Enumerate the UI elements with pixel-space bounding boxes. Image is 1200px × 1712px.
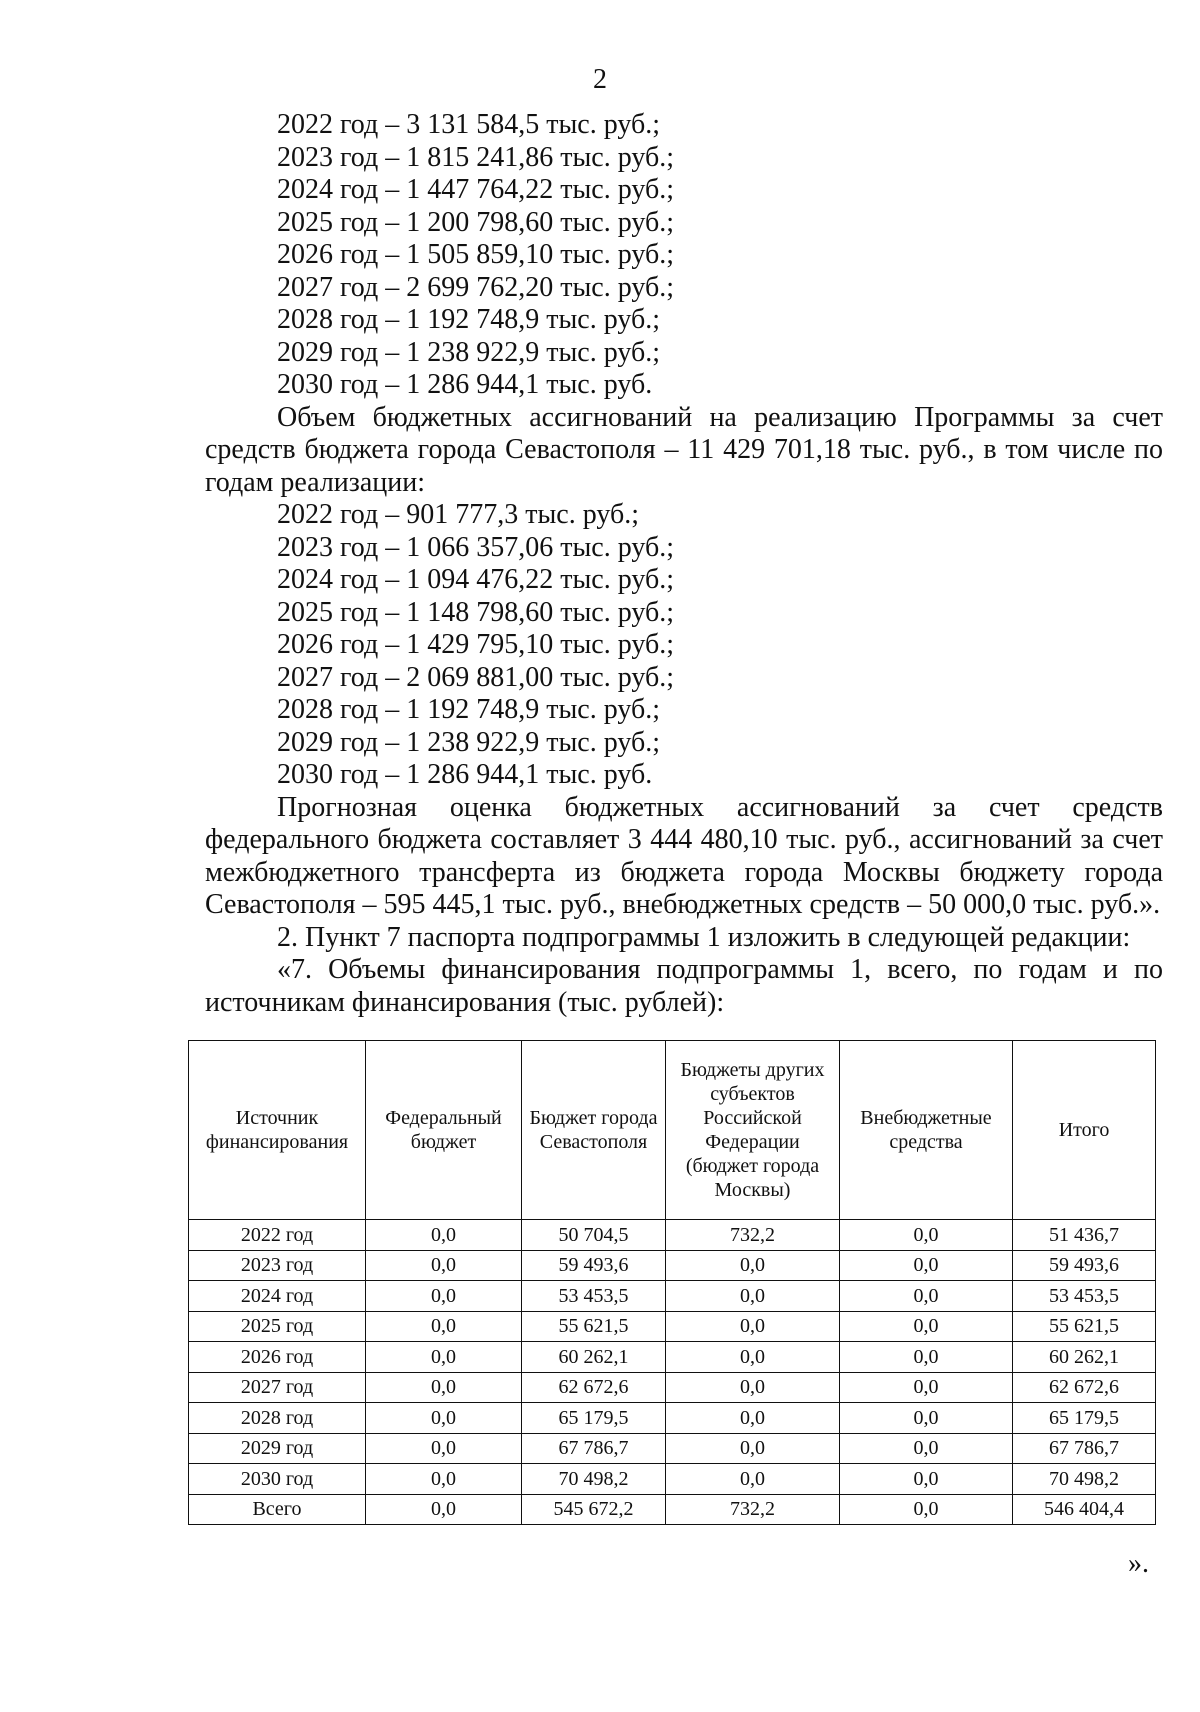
cell-total: 53 453,5 xyxy=(1013,1281,1156,1312)
cell-federal: 0,0 xyxy=(366,1372,522,1403)
cell-total: 55 621,5 xyxy=(1013,1311,1156,1342)
year-line: 2022 год – 3 131 584,5 тыс. руб.; xyxy=(277,109,660,140)
cell-other-subjects: 732,2 xyxy=(666,1494,840,1525)
cell-other-subjects: 0,0 xyxy=(666,1311,840,1342)
table-row xyxy=(189,1403,1156,1434)
year-line: 2024 год – 1 094 476,22 тыс. руб.; xyxy=(277,564,674,595)
cell-sevastopol: 50 704,5 xyxy=(522,1220,666,1251)
year-line: 2026 год – 1 505 859,10 тыс. руб.; xyxy=(277,239,674,270)
year-line: 2030 год – 1 286 944,1 тыс. руб. xyxy=(277,369,653,400)
cell-other-subjects: 732,2 xyxy=(666,1220,840,1251)
cell-extrabudgetary: 0,0 xyxy=(840,1250,1013,1281)
cell-extrabudgetary: 0,0 xyxy=(840,1464,1013,1495)
header-sevastopol: Бюджет города Севастополя xyxy=(522,1041,666,1220)
cell-sevastopol: 55 621,5 xyxy=(522,1311,666,1342)
header-total: Итого xyxy=(1013,1041,1156,1220)
year-line: 2023 год – 1 815 241,86 тыс. руб.; xyxy=(277,141,674,173)
header-source: Источник финансирования xyxy=(189,1041,366,1220)
cell-total: 59 493,6 xyxy=(1013,1250,1156,1281)
table-row xyxy=(189,1250,1156,1281)
cell-total: 60 262,1 xyxy=(1013,1342,1156,1373)
page-number: 2 xyxy=(593,64,607,95)
financing-table-container xyxy=(188,1040,1155,1525)
cell-other-subjects: 0,0 xyxy=(666,1281,840,1312)
cell-total: 65 179,5 xyxy=(1013,1403,1156,1434)
cell-total: 70 498,2 xyxy=(1013,1464,1156,1495)
table-row xyxy=(189,1281,1156,1312)
header-other-subjects: Бюджеты других субъектов Российской Федерации (бюджет города Москвы) xyxy=(666,1041,840,1220)
year-line: 2022 год – 901 777,3 тыс. руб.; xyxy=(277,499,639,530)
cell-extrabudgetary: 0,0 xyxy=(840,1311,1013,1342)
cell-extrabudgetary: 0,0 xyxy=(840,1433,1013,1464)
cell-federal: 0,0 xyxy=(366,1403,522,1434)
table-row xyxy=(189,1464,1156,1495)
year-line: 2024 год – 1 447 764,22 тыс. руб.; xyxy=(277,174,674,205)
year-line: 2027 год – 2 069 881,00 тыс. руб.; xyxy=(277,661,674,693)
cell-sevastopol: 65 179,5 xyxy=(522,1403,666,1434)
year-line: 2028 год – 1 192 748,9 тыс. руб.; xyxy=(277,694,660,725)
financing-table xyxy=(188,1040,1156,1525)
cell-other-subjects: 0,0 xyxy=(666,1403,840,1434)
cell-other-subjects: 0,0 xyxy=(666,1250,840,1281)
cell-extrabudgetary: 0,0 xyxy=(840,1494,1013,1525)
cell-other-subjects: 0,0 xyxy=(666,1372,840,1403)
year-line: 2027 год – 2 699 762,20 тыс. руб.; xyxy=(277,271,674,303)
forecast-paragraph: Прогнозная оценка бюджетных ассигнований за счет средств федерального бюджета составляет 3 444 480,10 тыс. руб., ассигнований за счет межбюджетного трансферта из бюджета города Москвы бюджету города Севастополя – 595 445,1 тыс. руб., внебюджетных средств – 50 000,0 тыс. руб.». xyxy=(205,791,1163,920)
cell-sevastopol: 60 262,1 xyxy=(522,1342,666,1373)
cell-sevastopol: 545 672,2 xyxy=(522,1494,666,1525)
table-row xyxy=(189,1342,1156,1373)
cell-federal: 0,0 xyxy=(366,1250,522,1281)
cell-year: 2030 год xyxy=(189,1464,366,1495)
cell-sevastopol: 53 453,5 xyxy=(522,1281,666,1312)
cell-total: 62 672,6 xyxy=(1013,1372,1156,1403)
cell-extrabudgetary: 0,0 xyxy=(840,1372,1013,1403)
cell-federal: 0,0 xyxy=(366,1342,522,1373)
cell-sevastopol: 67 786,7 xyxy=(522,1433,666,1464)
cell-other-subjects: 0,0 xyxy=(666,1342,840,1373)
cell-sevastopol: 70 498,2 xyxy=(522,1464,666,1495)
cell-extrabudgetary: 0,0 xyxy=(840,1220,1013,1251)
point2-paragraph: 2. Пункт 7 паспорта подпрограммы 1 изложить в следующей редакции: xyxy=(277,921,1131,953)
section1-year-list xyxy=(205,109,1163,402)
year-line: 2023 год – 1 066 357,06 тыс. руб.; xyxy=(277,531,674,563)
cell-total: 51 436,7 xyxy=(1013,1220,1156,1251)
section2-year-list xyxy=(205,499,1163,792)
year-line: 2025 год – 1 148 798,60 тыс. руб.; xyxy=(277,596,674,628)
cell-total: 67 786,7 xyxy=(1013,1433,1156,1464)
cell-extrabudgetary: 0,0 xyxy=(840,1342,1013,1373)
cell-year: 2027 год xyxy=(189,1372,366,1403)
cell-total: 546 404,4 xyxy=(1013,1494,1156,1525)
city-budget-paragraph: Объем бюджетных ассигнований на реализацию Программы за счет средств бюджета города Севастополя – 11 429 701,18 тыс. руб., в том числе по годам реализации: xyxy=(205,401,1163,498)
cell-federal: 0,0 xyxy=(366,1433,522,1464)
document-body xyxy=(205,109,1163,1019)
cell-sevastopol: 62 672,6 xyxy=(522,1372,666,1403)
year-line: 2026 год – 1 429 795,10 тыс. руб.; xyxy=(277,629,674,660)
table-row xyxy=(189,1220,1156,1251)
table-row xyxy=(189,1311,1156,1342)
year-line: 2030 год – 1 286 944,1 тыс. руб. xyxy=(277,759,653,790)
point7-paragraph: «7. Объемы финансирования подпрограммы 1, всего, по годам и по источникам финансирования (тыс. рублей): xyxy=(205,954,1163,1018)
header-extrabudgetary: Внебюджетные средства xyxy=(840,1041,1013,1220)
year-line: 2025 год – 1 200 798,60 тыс. руб.; xyxy=(277,206,674,238)
year-line: 2029 год – 1 238 922,9 тыс. руб.; xyxy=(277,726,660,758)
closing-quote-mark: ». xyxy=(1128,1548,1149,1579)
year-line: 2028 год – 1 192 748,9 тыс. руб.; xyxy=(277,304,660,335)
table-row xyxy=(189,1433,1156,1464)
year-line: 2029 год – 1 238 922,9 тыс. руб.; xyxy=(277,336,660,368)
cell-year: Всего xyxy=(189,1494,366,1525)
cell-federal: 0,0 xyxy=(366,1464,522,1495)
cell-federal: 0,0 xyxy=(366,1220,522,1251)
header-federal: Федеральный бюджет xyxy=(366,1041,522,1220)
cell-year: 2022 год xyxy=(189,1220,366,1251)
cell-federal: 0,0 xyxy=(366,1281,522,1312)
cell-year: 2025 год xyxy=(189,1311,366,1342)
table-row xyxy=(189,1372,1156,1403)
cell-other-subjects: 0,0 xyxy=(666,1464,840,1495)
cell-extrabudgetary: 0,0 xyxy=(840,1281,1013,1312)
cell-year: 2029 год xyxy=(189,1433,366,1464)
cell-year: 2028 год xyxy=(189,1403,366,1434)
cell-year: 2023 год xyxy=(189,1250,366,1281)
cell-sevastopol: 59 493,6 xyxy=(522,1250,666,1281)
cell-extrabudgetary: 0,0 xyxy=(840,1403,1013,1434)
cell-federal: 0,0 xyxy=(366,1494,522,1525)
cell-other-subjects: 0,0 xyxy=(666,1433,840,1464)
cell-federal: 0,0 xyxy=(366,1311,522,1342)
table-total-row xyxy=(189,1494,1156,1525)
cell-year: 2024 год xyxy=(189,1281,366,1312)
cell-year: 2026 год xyxy=(189,1342,366,1373)
table-header-row xyxy=(189,1041,1156,1220)
